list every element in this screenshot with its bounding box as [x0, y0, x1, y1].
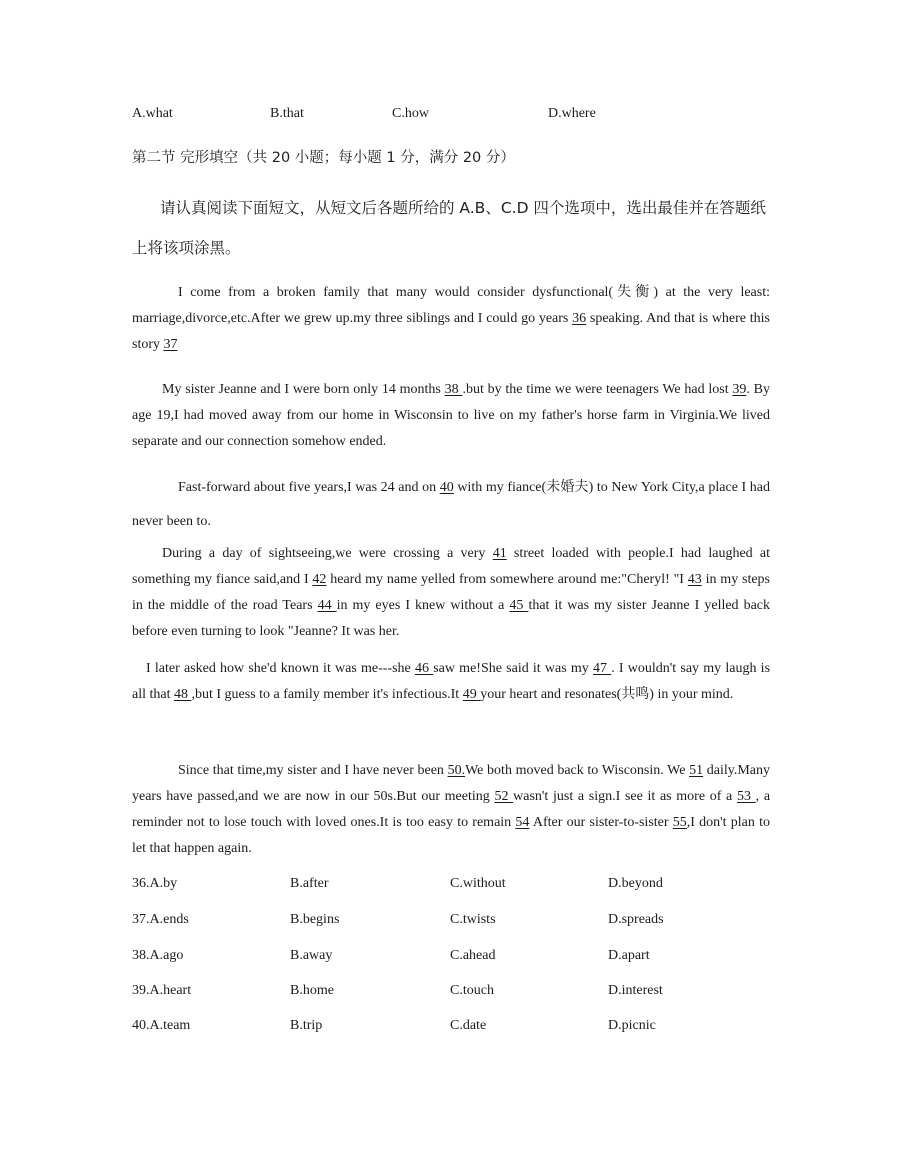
answer-row-37 [132, 912, 832, 934]
blank-51: 51 [689, 763, 704, 778]
instruction-line-1: 请认真阅读下面短文，从短文后各题所给的 A.B、C.D 四个选项中，选出最佳并在答题纸 [160, 199, 766, 217]
blank-43: 43 [687, 572, 702, 587]
answer-option: 40.A.team [132, 1018, 191, 1033]
blank-47: 47 [592, 661, 612, 676]
answer-option: C.without [450, 876, 506, 891]
blank-42: 42 [312, 572, 327, 587]
answer-option: 36.A.by [132, 876, 178, 891]
option-d: D.where [548, 106, 596, 121]
passage-paragraph-3: Fast-forward about five years,I was 24 and on 40 with my fiance(未婚夫) to New York City,a place I had never been to. [132, 480, 770, 529]
prev-question-options [132, 106, 752, 126]
blank-39: 39 [732, 382, 747, 397]
answer-option: C.twists [450, 912, 496, 927]
answer-option: C.date [450, 1018, 487, 1033]
answer-option: D.spreads [608, 912, 664, 927]
blank-44: 44 [317, 598, 337, 613]
blank-52: 52 [494, 789, 514, 804]
option-b: B.that [270, 106, 304, 121]
answer-option: D.interest [608, 983, 663, 998]
answer-option: C.ahead [450, 948, 496, 963]
blank-41: 41 [492, 546, 507, 561]
option-c: C.how [392, 106, 429, 121]
blank-48: 48 [174, 687, 192, 702]
blank-38: 38 [444, 382, 463, 397]
blank-54: 54 [515, 815, 530, 830]
blank-45: 45 [509, 598, 529, 613]
answer-option: D.beyond [608, 876, 663, 891]
blank-46: 46 [414, 661, 434, 676]
answer-option: 38.A.ago [132, 948, 184, 963]
passage-paragraph-4: During a day of sightseeing,we were crossing a very 41 street loaded with people.I had laughed at something my fiance said,and I 42 heard my name yelled from somewhere around me:"Cheryl! "I 43 in my steps in the middle of the road Tears 44 in my eyes I knew without a 45 that it was my sister Jeanne I yelled back before even turning to look "Jeanne? It was her. [132, 546, 771, 639]
answer-option: B.begins [290, 912, 340, 927]
instruction-line-2: 上将该项涂黑。 [132, 239, 241, 257]
passage-paragraph-5: I later asked how she'd known it was me---she 46 saw me!She said it was my 47 . I wouldn't say my laugh is all that 48 ,but I guess to a family member it's infectious.It 49 your heart and resonates(共鸣) in your mind. [132, 661, 771, 702]
answer-option: B.trip [290, 1018, 323, 1033]
section-title: 第二节 完形填空（共 20 小题；每小题 1 分，满分 20 分） [132, 150, 515, 166]
option-a: A.what [132, 106, 173, 121]
blank-40: 40 [439, 480, 454, 495]
blank-36: 36 [572, 311, 587, 326]
answer-option: C.touch [450, 983, 494, 998]
passage-paragraph-2: My sister Jeanne and I were born only 14 months 38 .but by the time we were teenagers We had lost 39. By age 19,I had moved away from our home in Wisconsin to live on my father's horse farm in Virginia.We lived separate and our connection somehow ended. [132, 382, 770, 449]
passage-paragraph-6: Since that time,my sister and I have never been 50.We both moved back to Wisconsin. We 51 daily.Many years have passed,and we are now in our 50s.But our meeting 52 wasn't just a sign.I see it as more of a 53 , a reminder not to lose touch with loved ones.It is too easy to remain 54 After our sister-to-sister 55,I don't plan to let that happen again. [132, 763, 771, 856]
answer-option: D.apart [608, 948, 650, 963]
answer-option: 39.A.heart [132, 983, 192, 998]
passage-paragraph-1: I come from a broken family that many would consider dysfunctional(失衡) at the very least: marriage,divorce,etc.After we grew up.my three siblings and I could go years 36 speaking. And that is where this story 37 [132, 285, 770, 352]
answer-option: D.picnic [608, 1018, 656, 1033]
answer-row-39 [132, 983, 832, 1005]
blank-55: 55 [672, 815, 687, 830]
blank-50: 50. [447, 763, 466, 778]
blank-37: 37 [163, 337, 178, 352]
answer-row-36 [132, 876, 832, 898]
answer-option: B.home [290, 983, 334, 998]
answer-option: 37.A.ends [132, 912, 189, 927]
answer-row-40 [132, 1018, 832, 1040]
answer-row-38 [132, 948, 832, 970]
answer-option: B.away [290, 948, 333, 963]
answer-option: B.after [290, 876, 329, 891]
blank-49: 49 [462, 687, 481, 702]
blank-53: 53 [736, 789, 756, 804]
